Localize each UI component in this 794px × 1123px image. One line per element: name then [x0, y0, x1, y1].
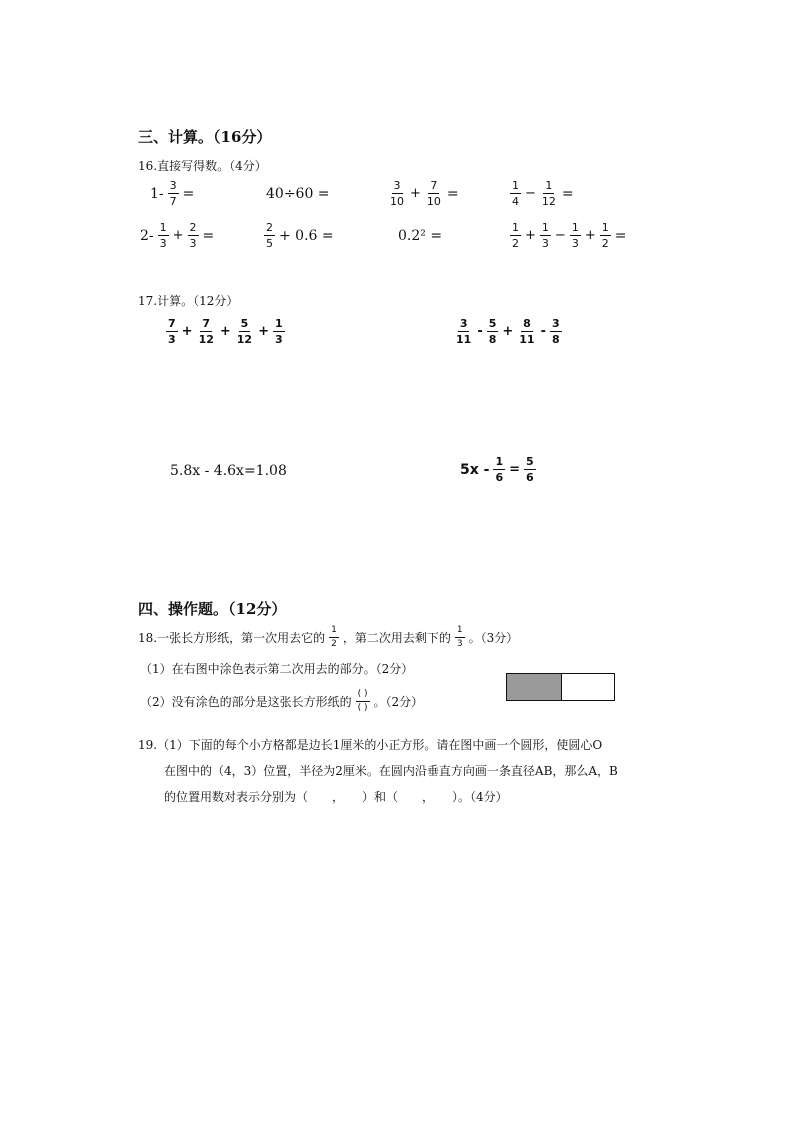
section-3-title: 三、计算。（16分）	[138, 128, 272, 146]
q16-r2-d: $\frac{1}{2}$ + $\frac{1}{3}$ − $\frac{1}{3}$ + $\frac{1}{2}$ =	[512, 221, 627, 250]
fraction: $\frac{3}{10}$	[390, 179, 404, 208]
q17-expr-3: 5.8x - 4.6x=1.08	[170, 463, 287, 479]
fraction: $\frac{3}{7}$	[169, 179, 177, 208]
q16-label: 16.直接写得数。（4分）	[138, 159, 267, 173]
fraction: $\frac{3}{8}$	[552, 317, 560, 346]
q17-label: 17.计算。（12分）	[138, 294, 239, 308]
q18-stem: 18.一张长方形纸，第一次用去它的 $\frac{1}{2}$ ，第二次用去剩下的 $\frac{1}{3}$ 。（3分）	[138, 625, 519, 649]
q16-r2-c: 0.2² =	[398, 228, 443, 244]
fraction: $\frac{3}{11}$	[456, 317, 472, 346]
q17-expr-2: $\frac{3}{11}$ - $\frac{5}{8}$ + $\frac{8}{11}$ - $\frac{3}{8}$	[456, 317, 560, 346]
fraction: $\frac{2}{3}$	[189, 221, 197, 250]
q16-r1-a: 1- $\frac{3}{7}$ =	[150, 179, 195, 208]
q16-r1-b: 40÷60 =	[266, 186, 330, 202]
fraction: $\frac{1}{3}$	[159, 221, 167, 250]
fraction: $\frac{5}{8}$	[488, 317, 497, 346]
fraction: $\frac{1}{6}$	[495, 455, 504, 484]
fraction: $\frac{1}{2}$	[331, 625, 337, 649]
fraction: $\frac{1}{2}$	[512, 221, 519, 250]
q17-expr-4: 5x - $\frac{1}{6}$ = $\frac{5}{6}$	[460, 455, 534, 484]
rectangle-paper-diagram[interactable]	[506, 673, 615, 701]
fraction: $\frac{1}{3}$	[571, 221, 579, 250]
q16-r2-a: 2- $\frac{1}{3}$ + $\frac{2}{3}$ =	[140, 221, 215, 250]
section-4-title: 四、操作题。（12分）	[138, 600, 287, 618]
q19-line-1: 19.（1）下面的每个小方格都是边长1厘米的小正方形。请在图中画一个圆形，使圆心O	[138, 738, 603, 752]
q19-line-3: 的位置用数对表示分别为（ ， ）和（ ， ）。（4分）	[164, 790, 508, 804]
shaded-portion	[507, 674, 562, 700]
q18-part-2: （2）没有涂色的部分是这张长方形纸的 $\frac{( )}{( )}$ 。（2分）	[140, 689, 424, 713]
fraction: $\frac{1}{2}$	[601, 221, 609, 250]
fraction: $\frac{1}{3}$	[541, 221, 549, 250]
fraction: $\frac{5}{6}$	[526, 455, 534, 484]
fraction: $\frac{1}{4}$	[512, 179, 519, 208]
fraction: $\frac{5}{12}$	[236, 317, 253, 346]
answer-fraction-blank[interactable]: $\frac{( )}{( )}$	[357, 689, 368, 713]
q19-line-2: 在图中的（4，3）位置，半径为2厘米。在圆内沿垂直方向画一条直径AB，那么A，B	[164, 764, 618, 778]
q16-r1-c: $\frac{3}{10}$ + $\frac{7}{10}$ =	[390, 179, 459, 208]
fraction: $\frac{2}{5}$	[266, 221, 273, 250]
q17-expr-1: $\frac{7}{3}$ + $\frac{7}{12}$ + $\frac{5}{12}$ + $\frac{1}{3}$	[168, 317, 283, 346]
fraction: $\frac{7}{12}$	[198, 317, 214, 346]
fraction: $\frac{1}{3}$	[275, 317, 283, 346]
fraction: $\frac{1}{3}$	[456, 625, 463, 649]
q18-part-1: （1）在右图中涂色表示第二次用去的部分。（2分）	[140, 662, 414, 676]
q16-r2-b: $\frac{2}{5}$ + 0.6 =	[266, 221, 334, 250]
q16-r1-d: $\frac{1}{4}$ − $\frac{1}{12}$ =	[512, 179, 574, 208]
fraction: $\frac{7}{10}$	[426, 179, 441, 208]
fraction: $\frac{7}{3}$	[168, 317, 176, 346]
fraction: $\frac{8}{11}$	[519, 317, 535, 346]
fraction: $\frac{1}{12}$	[541, 179, 556, 208]
